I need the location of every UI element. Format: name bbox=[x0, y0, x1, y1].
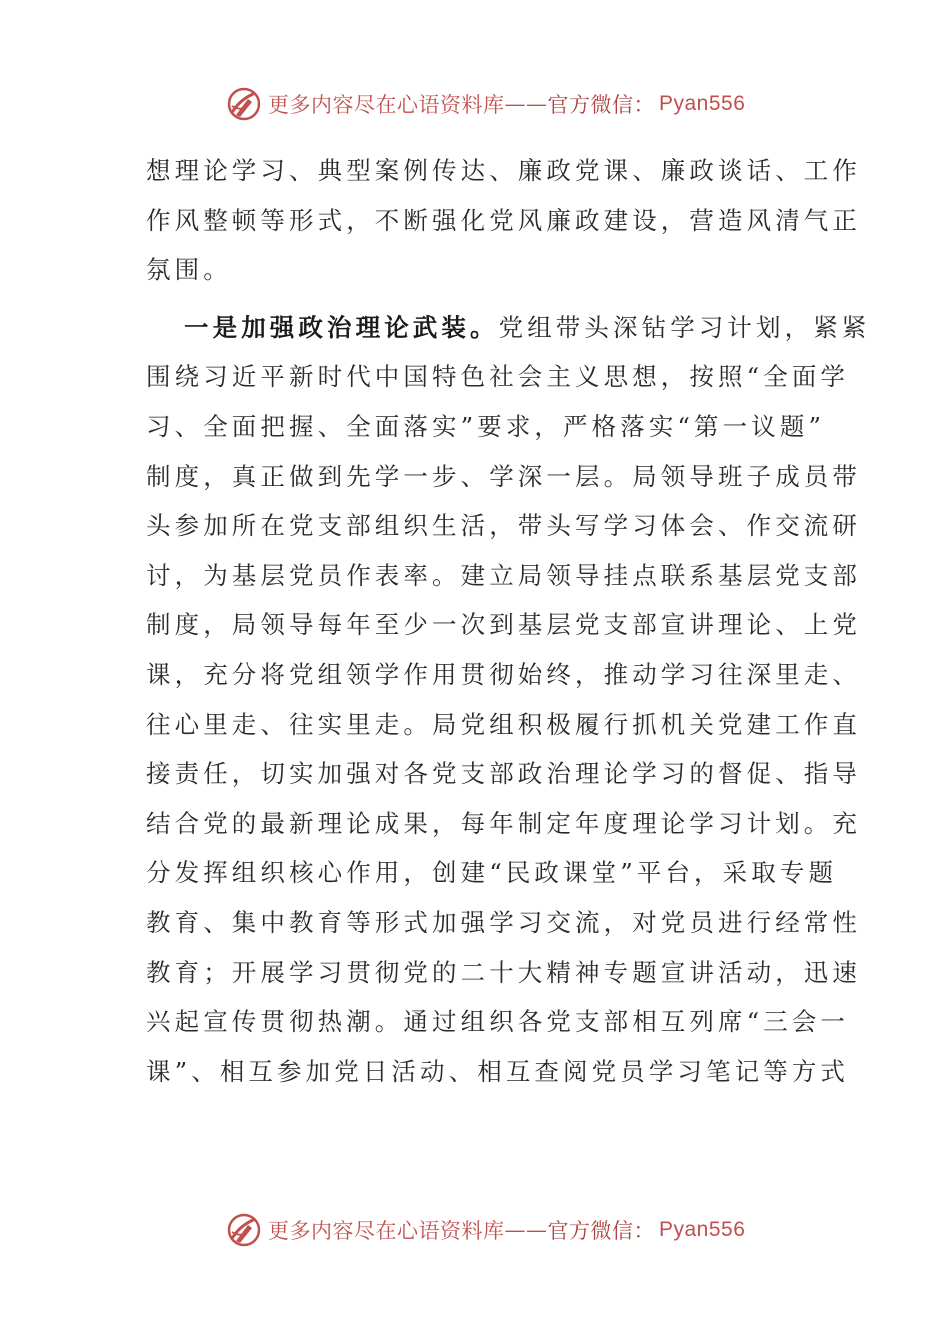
text-line: 制度，局领导每年至少一次到基层党支部宣讲理论、上党 bbox=[146, 610, 861, 640]
text-line-first bbox=[146, 303, 871, 353]
text-line: 课，充分将党组领学作用贯彻始终，推动学习往深里走、 bbox=[146, 659, 861, 689]
pen-logo-icon bbox=[226, 86, 262, 122]
banner-dash: —— bbox=[504, 92, 548, 116]
text-line: 课”、相互参加党日活动、相互查阅党员学习笔记等方式 bbox=[146, 1056, 850, 1086]
text-line: 往心里走、往实里走。局党组积极履行抓机关党建工作直 bbox=[146, 709, 861, 739]
first-line-rest: 党组带头深钻学习计划，紧紧 bbox=[498, 312, 871, 342]
text-line: 教育、集中教育等形式加强学习交流，对党员进行经常性 bbox=[146, 907, 861, 937]
banner-wechat: Pyan556 bbox=[659, 92, 746, 115]
banner-wechat: Pyan556 bbox=[659, 1218, 746, 1241]
banner-label: 官方微信： bbox=[547, 1219, 655, 1243]
text-line: 氛围。 bbox=[146, 255, 232, 285]
text-line: 习、全面把握、全面落实”要求，严格落实“第一议题” bbox=[146, 411, 826, 441]
text-line: 教育；开展学习贯彻党的二十大精神专题宣讲活动，迅速 bbox=[146, 957, 861, 987]
header-banner bbox=[226, 84, 746, 124]
text-line: 接责任，切实加强对各党支部政治理论学习的督促、指导 bbox=[146, 759, 861, 789]
text-line: 分发挥组织核心作用，创建“民政课堂”平台，采取专题 bbox=[146, 858, 838, 888]
banner-dash: —— bbox=[504, 1218, 548, 1242]
text-line: 围绕习近平新时代中国特色社会主义思想，按照“全面学 bbox=[146, 362, 850, 392]
banner-text bbox=[268, 1215, 745, 1245]
text-line: 讨，为基层党员作表率。建立局领导挂点联系基层党支部 bbox=[146, 560, 861, 590]
text-line: 想理论学习、典型案例传达、廉政党课、廉政谈话、工作 bbox=[146, 156, 861, 185]
text-line: 头参加所在党支部组织生活，带头写学习体会、作交流研 bbox=[146, 511, 861, 541]
paragraph-2 bbox=[146, 303, 871, 1097]
banner-site: 更多内容尽在心语资料库 bbox=[268, 93, 505, 117]
footer-banner bbox=[226, 1210, 746, 1250]
text-line: 结合党的最新理论成果，每年制定年度理论学习计划。充 bbox=[146, 808, 861, 838]
text-line: 作风整顿等形式，不断强化党风廉政建设，营造风清气正 bbox=[146, 205, 861, 235]
banner-text bbox=[268, 89, 745, 119]
text-line: 兴起宣传贯彻热潮。通过组织各党支部相互列席“三会一 bbox=[146, 1007, 850, 1037]
banner-label: 官方微信： bbox=[547, 93, 655, 117]
pen-logo-icon bbox=[226, 1212, 262, 1248]
text-line: 制度，真正做到先学一步、学深一层。局领导班子成员带 bbox=[146, 461, 861, 491]
bold-lead: 一是加强政治理论武装。 bbox=[184, 312, 499, 342]
document-body bbox=[146, 146, 871, 1096]
paragraph-1 bbox=[146, 146, 861, 295]
banner-site: 更多内容尽在心语资料库 bbox=[268, 1219, 505, 1243]
